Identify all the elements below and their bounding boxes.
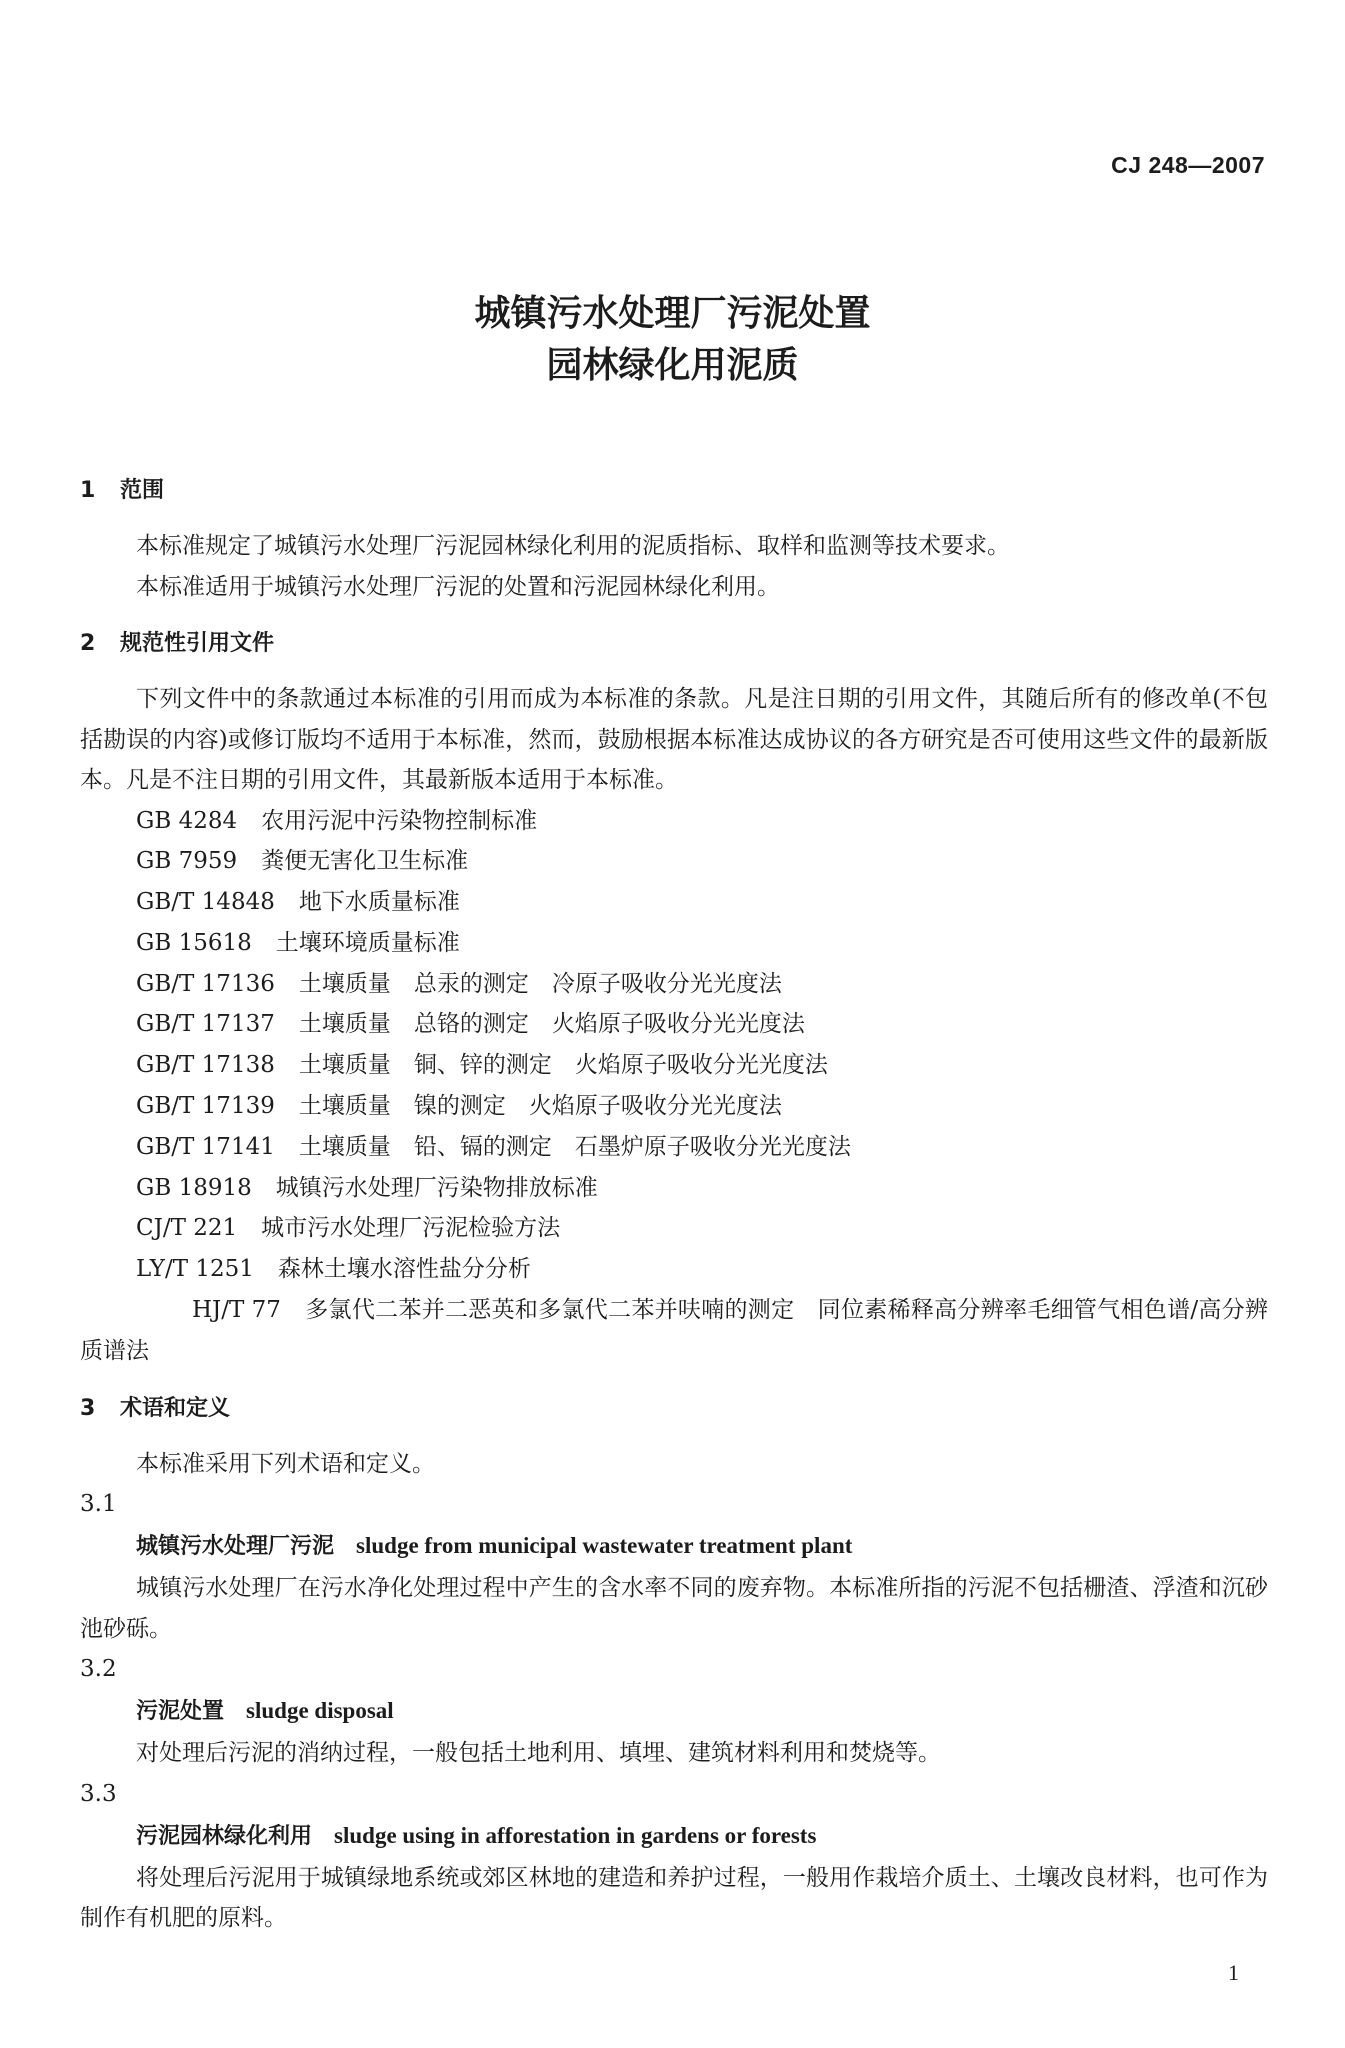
reference-code: HJ/T 77 (192, 1297, 281, 1324)
section-number: 1 (80, 478, 96, 503)
scope-paragraph: 本标准规定了城镇污水处理厂污泥园林绿化利用的泥质指标、取样和监测等技术要求。 (136, 533, 1010, 559)
term-english: sludge disposal (246, 1698, 394, 1724)
reference-code: GB/T 17137 (136, 1011, 275, 1038)
section-heading-normative-references (80, 621, 1268, 667)
reference-title: 多氯代二苯并二恶英和多氯代二苯并呋喃的测定 同位素稀释高分辨率毛细管气相色谱/高分辨质谱法 (80, 1297, 1268, 1364)
section-title: 术语和定义 (120, 1395, 231, 1421)
section-heading-terms (80, 1386, 1268, 1432)
term-entry (80, 1815, 1268, 1858)
terms-intro: 本标准采用下列术语和定义。 (136, 1450, 435, 1477)
reference-title: 农用污泥中污染物控制标准 (261, 807, 538, 834)
reference-code: CJ/T 221 (136, 1215, 238, 1242)
reference-code: GB/T 17136 (136, 970, 275, 997)
reference-item (80, 801, 1268, 842)
reference-item (80, 964, 1268, 1005)
term-definition: 对处理后污泥的消纳过程，一般包括土地利用、填埋、建筑材料利用和焚烧等。 (136, 1740, 941, 1767)
reference-item (80, 1290, 1268, 1372)
section-number: 2 (80, 631, 96, 656)
reference-item (80, 1249, 1268, 1290)
reference-code: GB/T 17139 (136, 1093, 275, 1120)
document-title-line-2: 园林绿化用泥质 (546, 345, 799, 386)
reference-item (80, 1004, 1268, 1045)
reference-item (80, 1045, 1268, 1086)
reference-code: GB/T 17141 (136, 1133, 275, 1160)
term-definition: 将处理后污泥用于城镇绿地系统或郊区林地的建造和养护过程，一般用作栽培介质土、土壤改良材料，也可作为制作有机肥的原料。 (80, 1864, 1268, 1932)
reference-title: 地下水质量标准 (298, 889, 460, 916)
reference-title: 土壤环境质量标准 (275, 929, 460, 956)
reference-item (80, 1168, 1268, 1209)
references-intro: 下列文件中的条款通过本标准的引用而成为本标准的条款。凡是注日期的引用文件，其随后所有的修改单(不包括勘误的内容)或修订版均不适用于本标准，然而，鼓励根据本标准达成协议的各方研究是否可使用这些文件的最新版本。凡是不注日期的引用文件，其最新版本适用于本标准。 (80, 686, 1268, 793)
term-entry (80, 1525, 1268, 1568)
term-chinese: 污泥园林绿化利用 (136, 1823, 313, 1849)
reference-item (80, 923, 1268, 964)
reference-title: 城镇污水处理厂污染物排放标准 (275, 1174, 598, 1201)
reference-code: GB 4284 (136, 807, 238, 834)
scope-paragraph: 本标准适用于城镇污水处理厂污泥的处置和污泥园林绿化利用。 (136, 573, 780, 600)
term-entry (80, 1690, 1268, 1733)
reference-item (80, 1208, 1268, 1249)
reference-title: 土壤质量 总汞的测定 冷原子吸收分光光度法 (298, 970, 782, 997)
document-title-line-1: 城镇污水处理厂污泥处置 (474, 293, 871, 334)
reference-code: GB/T 17138 (136, 1052, 275, 1079)
reference-title: 城市污水处理厂污泥检验方法 (261, 1215, 561, 1242)
reference-item (80, 882, 1268, 923)
term-english: sludge using in afforestation in gardens or forests (334, 1822, 817, 1848)
reference-item (80, 1127, 1268, 1168)
term-english: sludge from municipal wastewater treatment plant (356, 1533, 853, 1559)
reference-code: GB 7959 (136, 848, 238, 875)
reference-code: GB/T 14848 (136, 889, 275, 916)
reference-item (80, 1086, 1268, 1127)
standard-code: CJ 248—2007 (1111, 152, 1265, 178)
reference-title: 土壤质量 总铬的测定 火焰原子吸收分光光度法 (298, 1011, 805, 1038)
reference-title: 粪便无害化卫生标准 (261, 848, 469, 875)
reference-code: LY/T 1251 (136, 1256, 254, 1283)
reference-code: GB 18918 (136, 1174, 252, 1201)
reference-title: 土壤质量 镍的测定 火焰原子吸收分光光度法 (298, 1093, 782, 1120)
reference-title: 土壤质量 铜、锌的测定 火焰原子吸收分光光度法 (298, 1052, 828, 1079)
document-body (80, 468, 1268, 1939)
reference-code: GB 15618 (136, 929, 252, 956)
reference-title: 森林土壤水溶性盐分分析 (277, 1256, 531, 1283)
term-number: 3.2 (80, 1656, 117, 1683)
section-title: 范围 (120, 478, 165, 503)
reference-item (80, 841, 1268, 882)
term-definition: 城镇污水处理厂在污水净化处理过程中产生的含水率不同的废弃物。本标准所指的污泥不包括栅渣、浮渣和沉砂池砂砾。 (80, 1575, 1268, 1642)
section-heading-scope (80, 468, 1268, 514)
reference-title: 土壤质量 铅、镉的测定 石墨炉原子吸收分光光度法 (298, 1133, 851, 1160)
page-number: 1 (1228, 1960, 1239, 1985)
term-number: 3.1 (80, 1491, 117, 1518)
section-title: 规范性引用文件 (120, 631, 275, 656)
section-number: 3 (80, 1395, 96, 1421)
term-number: 3.3 (80, 1780, 117, 1807)
term-chinese: 污泥处置 (136, 1699, 225, 1725)
term-chinese: 城镇污水处理厂污泥 (136, 1534, 335, 1560)
